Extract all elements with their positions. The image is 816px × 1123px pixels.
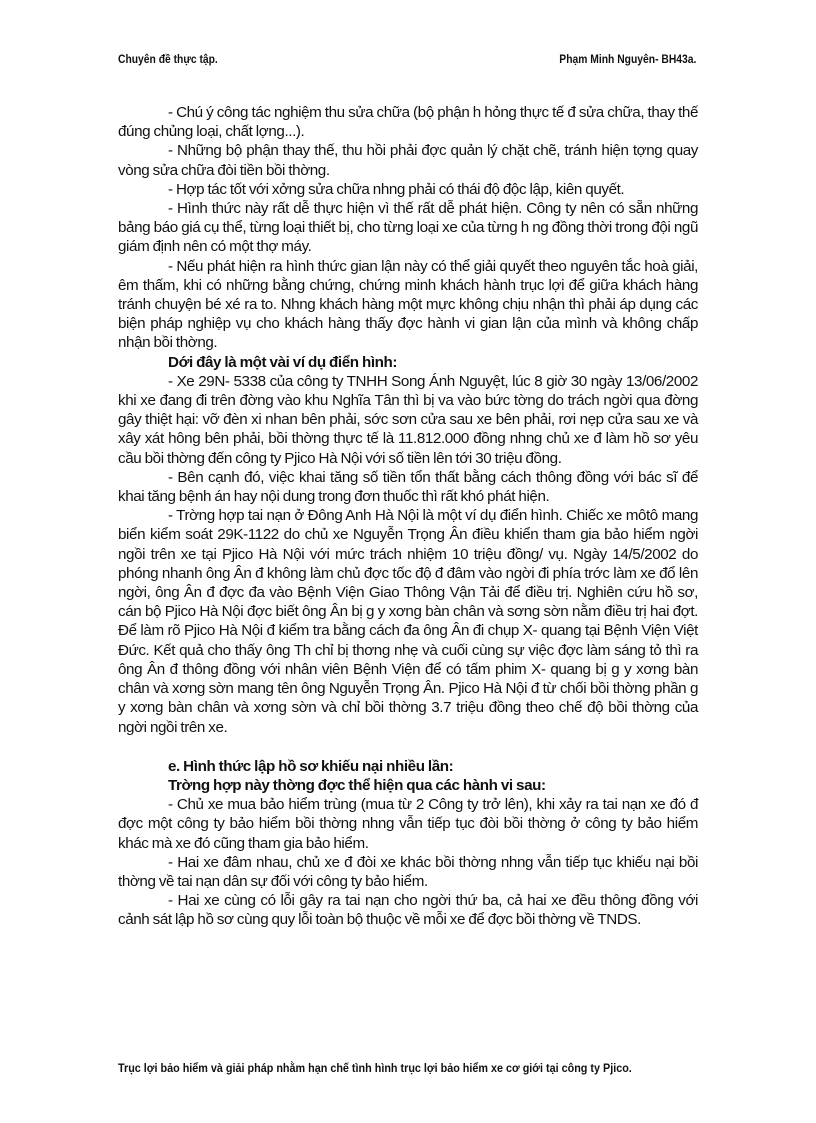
paragraph: - Chú ý công tác nghiệm thu sửa chữa (bộ phận h hỏng thực tế đ sửa chữa, thay thế đúng chủng loại, chất lợng...). — [118, 104, 698, 141]
page-footer: Trục lợi bảo hiểm và giải pháp nhằm hạn chế tình hình trục lợi bảo hiểm xe cơ giới tại công ty Pjico. — [118, 1061, 632, 1075]
example-paragraph: - Xe 29N- 5338 của công ty TNHH Song Ánh Nguyệt, lúc 8 giờ 30 ngày 13/06/2002 khi xe đang đi trên đờng vào khu Nghĩa Tân thì bị va vào bức tờng do trách ngời qua đờng gây thiệt hại: vỡ đèn xi nhan bên phải, sớc sơn cửa sau xe bên phải, rơi nẹp cửa sau xe và xây xát hông bên phải, bồi thờng thực tế là 11.812.000 đồng nhng chủ xe đ làm hồ sơ yêu cầu bồi thờng đến công ty Pjico Hà Nội với số tiền lên tới 30 triệu đồng. — [118, 372, 698, 467]
example-paragraph: - Bên cạnh đó, việc khai tăng số tiền tổn thất bằng cách thông đồng với bác sĩ để khai tăng bệnh án hay nội dung trong đơn thuốc thì rất khó phát hiện. — [118, 468, 698, 506]
paragraph: - Hình thức này rất dễ thực hiện vì thế rất dễ phát hiện. Công ty nên có sẵn những bảng báo giá cụ thể, từng loại thiết bị, cho từng loại xe của từng h ng đồng thời trong đội ngũ giám định nên có một thợ máy. — [118, 200, 698, 256]
document-body — [118, 103, 698, 930]
example-heading: Dới đây là một vài ví dụ điển hình: — [168, 353, 398, 371]
section-e-subheading: Trờng hợp này thờng đợc thể hiện qua các hành vi sau: — [168, 776, 546, 794]
header-left: Chuyên đề thực tập. — [118, 52, 218, 66]
section-e-heading: e. Hình thức lập hồ sơ khiếu nại nhiều lần: — [168, 757, 454, 775]
example-paragraph: - Trờng hợp tai nạn ở Đông Anh Hà Nội là một ví dụ điển hình. Chiếc xe môtô mang biển kiểm soát 29K-1122 do chủ xe Nguyễn Trọng Ân điều khiển tham gia bảo hiểm ngời ngồi trên xe tại Pjico Hà Nội với mức trách nhiệm 10 triệu đồng/ vụ. Ngày 14/5/2002 do phóng nhanh ông Ân đ không làm chủ đợc tốc độ đ đâm vào ngời đi phía trớc làm xe đổ lên ngời, ông Ân đ đợc đa vào Bệnh Viện Giao Thông Vận Tải để điều trị. Nghiên cứu hồ sơ, cán bộ Pjico Hà Nội đợc biết ông Ân bị g y xơng bàn chân và sơng sờn nằm điều trị hai đợt. Để làm rõ Pjico Hà Nội đ kiểm tra bằng cách đa ông Ân đi chụp X- quang tại Bệnh Viện Việt Đức. Kết quả cho thấy ông Th chỉ bị thơng nhẹ và cuối cùng sự việc đợc làm sáng tỏ thì ra ông Ân đ thông đồng với nhân viên Bệnh Viện để có tấm phim X- quang bị g y xơng bàn chân và xơng sờn mang tên ông Nguyễn Trọng Ân. Pjico Hà Nội đ từ chối bồi thờng phần g y xơng bàn chân và xơng sờn và chỉ bồi thờng 3.7 triệu đồng theo chế độ bồi thờng của ngời ngồi trên xe. — [118, 507, 698, 736]
section-e-paragraph: - Chủ xe mua bảo hiểm trùng (mua từ 2 Công ty trở lên), khi xảy ra tai nạn xe đó đ đợc một công ty bảo hiểm bồi thờng nhng vẫn tiếp tục đòi bồi thờng ở công ty bảo hiểm khác mà xe đó cũng tham gia bảo hiểm. — [118, 796, 698, 852]
section-e-paragraph: - Hai xe đâm nhau, chủ xe đ đòi xe khác bồi thờng nhng vẫn tiếp tục khiếu nại bồi thờng về tai nạn dân sự đối với công ty bảo hiểm. — [118, 853, 698, 890]
spacer — [118, 737, 698, 757]
paragraph: - Những bộ phận thay thế, thu hồi phải đợc quản lý chặt chẽ, tránh hiện tợng quay vòng sửa chữa đòi tiền bồi thờng. — [118, 142, 698, 179]
paragraph: - Hợp tác tốt với xởng sửa chữa nhng phải có thái độ độc lập, kiên quyết. — [168, 180, 625, 198]
paragraph: - Nếu phát hiện ra hình thức gian lận này có thể giải quyết theo nguyên tắc hoà giải, êm thấm, khi có những bằng chứng, chứng minh khách hành trục lợi để giữa khách hàng tránh chuyện bé xé ra to. Nhng khách hàng một mực không chịu nhận thì phải áp dụng các biện pháp nghiệp vụ cho khách hàng thấy đợc hành vi gian lận của mình và không chấp nhận bồi thờng. — [118, 257, 698, 352]
section-e-paragraph: - Hai xe cùng có lỗi gây ra tai nạn cho ngời thứ ba, cả hai xe đều thông đồng với cảnh sát lập hồ sơ cùng quy lỗi toàn bộ thuộc về mỗi xe để đợc bồi thờng về TNDS. — [118, 892, 698, 929]
header-right: Phạm Minh Nguyên- BH43a. — [558, 52, 696, 66]
